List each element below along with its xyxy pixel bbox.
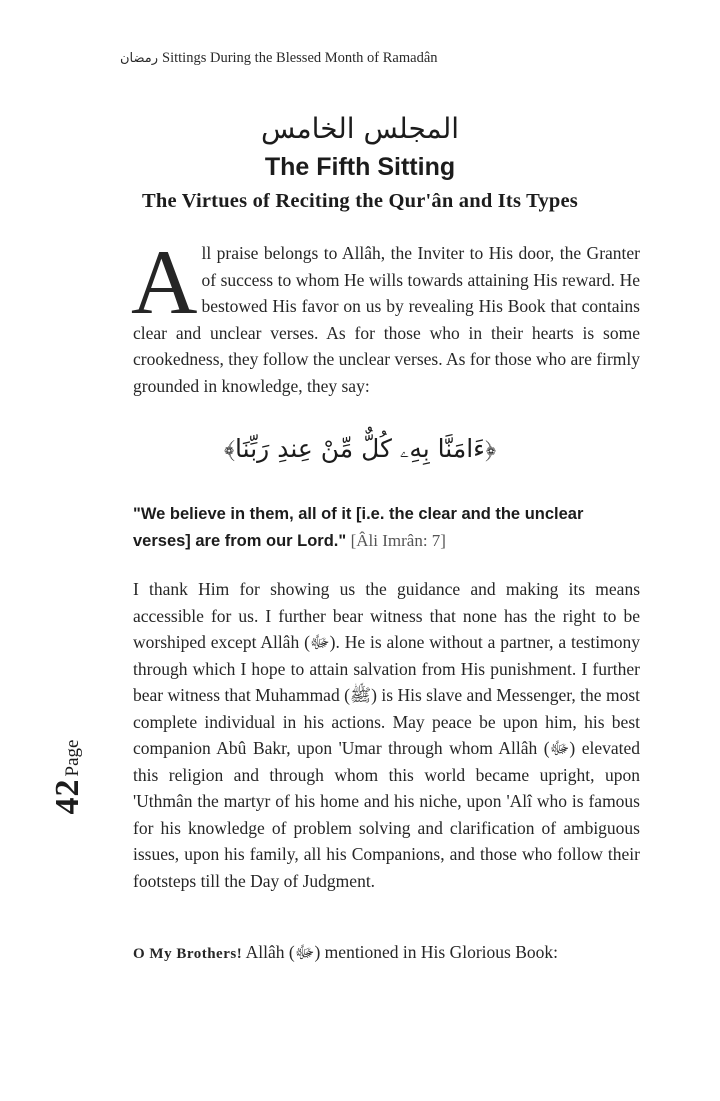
arabic-heading: المجلس الخامس bbox=[260, 112, 460, 145]
closing-line bbox=[133, 939, 640, 967]
intro-paragraph bbox=[131, 231, 640, 399]
body-paragraph: I thank Him for showing us the guidance and making its means accessible for us. I further bear witness that none has the right to be worshiped except Allâh (ﷻ). He is alone without a partner, a testimony through which I hope to attain salvation from His punishment. I further bear witness that Muhammad (ﷺ) is His slave and Messenger, the most complete individual in his actions. May peace be upon him, his best companion Abû Bakr, upon 'Umar through whom Allâh (ﷻ) elevated this religion and through whom this world became upright, upon 'Uthmân the martyr of his home and his niche, upon 'Alî who is famous for his knowledge of problem solving and clarification of ambiguous issues, upon his family, all his Companions, and those who follow their footsteps till the Day of Judgment. bbox=[133, 579, 640, 891]
intro-text: ll praise belongs to Allâh, the Inviter to His door, the Granter of success to whom He wills towards attaining His reward. He bestowed His favor on us by revealing His Book that contains clear and unclear verses. As for those who in their hearts is some crookedness, they follow the unclear verses. As for those who are firmly grounded in knowledge, they say: bbox=[133, 243, 640, 396]
running-header bbox=[120, 50, 438, 67]
page-number-label: Page bbox=[62, 739, 83, 777]
chapter-title: The Fifth Sitting bbox=[264, 153, 456, 181]
page-number-value: 42 bbox=[49, 778, 86, 815]
header-text: Sittings During the Blessed Month of Ramadân bbox=[162, 50, 438, 66]
translation-text: "We believe in them, all of it [i.e. the clear and the unclear verses] are from our Lord." bbox=[133, 505, 584, 550]
closing-text: Allâh (ﷻ) mentioned in His Glorious Book: bbox=[245, 942, 559, 962]
header-arabic: رمضان bbox=[120, 51, 159, 66]
verse-translation bbox=[133, 500, 640, 554]
drop-cap: A bbox=[131, 231, 198, 333]
chapter-subtitle: The Virtues of Reciting the Qur'ân and Its Types bbox=[142, 190, 578, 212]
closing-lead: O My Brothers! bbox=[133, 946, 243, 962]
page-number bbox=[46, 730, 101, 830]
verse-reference: [Âli Imrân: 7] bbox=[350, 531, 446, 550]
quran-verse-arabic: ﴿ءَامَنَّا بِهِۦ كُلٌّ مِّنْ عِندِ رَبِّنَا﴾ bbox=[223, 434, 497, 463]
